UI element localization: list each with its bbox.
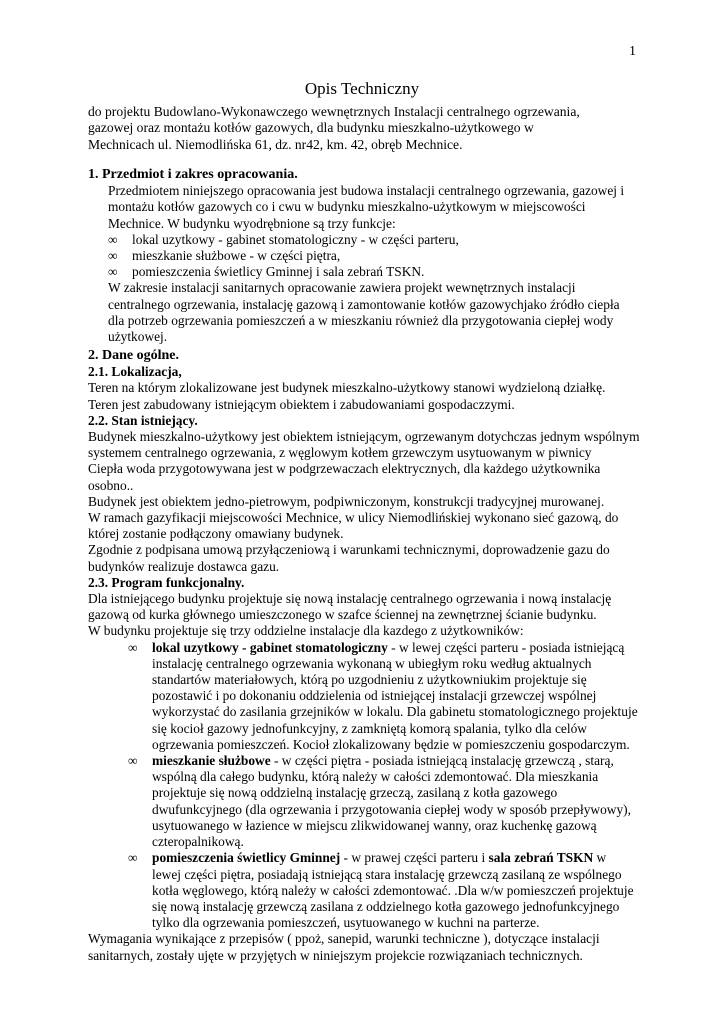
section-2 bbox=[88, 348, 648, 964]
list-item bbox=[88, 753, 648, 850]
functional-program-list bbox=[88, 640, 648, 932]
paragraph-line: gazową od kurka głównego umieszczonego w szafce ściennej na zewnętrznej ścianie budynku. bbox=[88, 607, 597, 623]
list-item-text: lokal uzytkowy - gabinet stomatologiczny - w części parteru, bbox=[132, 231, 459, 247]
paragraph-line: dla potrzeb ogrzewania pomieszczeń a w mieszkaniu również dla przygotowania ciepłej wody bbox=[108, 312, 614, 328]
subtitle-line: Mechnicach ul. Niemodlińska 61, dz. nr42, km. 42, obręb Mechnice. bbox=[88, 136, 463, 152]
paragraph-line: Przedmiotem niniejszego opracowania jest budowa instalacji centralnego ogrzewania, gazowej i bbox=[108, 183, 625, 199]
list-item-text bbox=[152, 850, 634, 931]
paragraph-line: usytuowanego w łazience w miejscu zlikwidowanej wanny, oraz kuchenkę gazową bbox=[152, 817, 597, 833]
paragraph-line: lewej części piętra, posiadają istniejącą stara instalację grzewczą zasilaną ze wspólnego bbox=[152, 866, 622, 882]
paragraph-line: Zgodnie z podpisana umową przyłączeniową i warunkami technicznymi, doprowadzenie gazu do bbox=[88, 542, 610, 558]
paragraph-line: montażu kotłów gazowych co i cwu w budynku mieszkalno-użytkowym w miejscowości bbox=[108, 199, 586, 215]
paragraph-line: Mechnice. W budynku wyodrębnione są trzy funkcje: bbox=[108, 215, 396, 231]
page-number: 1 bbox=[629, 44, 636, 59]
paragraph-line: kotła węglowego, którą należy w całości zdemontować. .Dla w/w pomieszczeń projektuje bbox=[152, 882, 634, 898]
paragraph-line: Budynek jest obiektem jedno-pietrowym, podpiwniczonym, konstrukcji tradycyjnej murowanej. bbox=[88, 493, 605, 509]
paragraph-line: instalację centralnego ogrzewania wykonaną w ubiegłym roku według aktualnych bbox=[152, 655, 592, 671]
document-subtitle bbox=[88, 104, 648, 153]
list-item-text: mieszkanie służbowe - w części piętra, bbox=[132, 248, 341, 264]
bullet-symbol: ∞ bbox=[108, 231, 118, 247]
list-item bbox=[88, 850, 648, 931]
paragraph-line: W zakresie instalacji sanitarnych opracowanie zawiera projekt wewnętrznych instalacji bbox=[108, 280, 576, 296]
paragraph-line: pozostawić i po dokonaniu oddzielenia od istniejącej instalacji grzewczej wspólnej bbox=[152, 688, 597, 704]
bullet-symbol: ∞ bbox=[108, 264, 118, 280]
paragraph-line: wspólną dla całego budynku, którą należy w całości zdemontować. Dla mieszkania bbox=[152, 769, 599, 785]
paragraph-line: której zostanie podłączony omawiany budynek. bbox=[88, 526, 344, 542]
list-item-text bbox=[152, 640, 638, 753]
list-item-bold-label: mieszkanie służbowe bbox=[152, 753, 271, 769]
list-item-text-rest: w bbox=[593, 850, 607, 866]
paragraph-line: sanitarnych, zostały ujęte w przyjętych w niniejszym projekcie rozwiązaniach technicznych. bbox=[88, 947, 583, 963]
paragraph-line: Ciepła woda przygotowywana jest w podgrzewaczach elektrycznych, dla każdego użytkownika bbox=[88, 461, 601, 477]
section-1-intro bbox=[88, 183, 648, 232]
paragraph-line: standartów materiałowych, którą po uzgodnieniu z użytkowniukim projektuje się bbox=[152, 672, 587, 688]
paragraph-line: Dla istniejącego budynku projektuje się nową instalację centralnego ogrzewania i nową instalację bbox=[88, 591, 612, 607]
paragraph-line: osobno.. bbox=[88, 477, 134, 493]
list-item bbox=[88, 640, 648, 753]
list-item-bold-label: sala zebrań TSKN bbox=[488, 850, 594, 866]
paragraph-line: budynków realizuje dostawca gazu. bbox=[88, 558, 280, 574]
bullet-symbol: ∞ bbox=[128, 850, 138, 866]
paragraph-line: W ramach gazyfikacji miejscowości Mechnice, w ulicy Niemodlińskiej wykonano sieć gazową, do bbox=[88, 510, 619, 526]
paragraph-line: projektuje się nową oddzielną instalację grzeczą, zasilaną z kotła gazowego bbox=[152, 785, 558, 801]
bullet-symbol: ∞ bbox=[128, 639, 138, 655]
paragraph-line: dwufunkcyjnego (dla ogrzewania i przygotowania ciepłej wody w sposób przepływowy), bbox=[152, 801, 631, 817]
list-item-text-rest: - w prawej części parteru i bbox=[340, 850, 489, 866]
document-title: Opis Techniczny bbox=[304, 79, 420, 98]
list-item-text: pomieszczenia świetlicy Gminnej i sala zebrań TSKN. bbox=[132, 264, 425, 280]
subsection-heading: 2.1. Lokalizacja, bbox=[88, 364, 182, 380]
paragraph-line: Teren na którym zlokalizowane jest budynek mieszkalno-użytkowy stanowi wydzieloną działkę. bbox=[88, 380, 606, 396]
subsection-heading: 2.3. Program funkcjonalny. bbox=[88, 574, 245, 590]
paragraph-line: się nową instalację grzewczą zasilana z oddzielnego kotła gazowego jednofunkcyjnego bbox=[152, 898, 620, 914]
paragraph-line: W budynku projektuje się trzy oddzielne instalacje dla kazdego z użytkowników: bbox=[88, 623, 524, 639]
subsection-heading: 2.2. Stan istniejący. bbox=[88, 412, 198, 428]
paragraph-line: tylko dla ogrzewania pomieszczeń, usytuowanego w kuchni na parterze. bbox=[152, 915, 540, 931]
paragraph-line: Teren jest zabudowany istniejącym obiektem i zabudowaniami gospodaczzymi. bbox=[88, 396, 515, 412]
section-1-scope bbox=[88, 280, 648, 345]
list-item-text bbox=[152, 753, 631, 850]
list-item bbox=[88, 248, 648, 264]
paragraph-line: czteropalnikową. bbox=[152, 834, 244, 850]
paragraph-line: systemem centralnego ogrzewania, z węglowym kotłem grzewczym usytuowanym w piwnicy bbox=[88, 445, 592, 461]
paragraph-line: Budynek mieszkalno-użytkowy jest obiektem istniejącym, ogrzewanym dotychczas jednym wspólnym bbox=[88, 429, 640, 445]
paragraph-line: użytkowej. bbox=[108, 329, 168, 345]
section-heading: 1. Przedmiot i zakres opracowania. bbox=[88, 167, 298, 182]
subtitle-line: do projektu Budowlano-Wykonawczego wewnętrznych Instalacji centralnego ogrzewania, bbox=[88, 104, 580, 119]
paragraph-line: wykorzystać do zasilania grzejników w lokalu. Dla gabinetu stomatologicznego projektuje bbox=[152, 704, 638, 720]
paragraph-line: ogrzewania pomieszczeń. Kocioł zlokalizowany będzie w pomieszczeniu gospodarczym. bbox=[152, 736, 630, 752]
list-item-bold-label: lokal uzytkowy - gabinet stomatologiczny bbox=[152, 639, 388, 655]
bullet-symbol: ∞ bbox=[128, 753, 138, 769]
section-heading: 2. Dane ogólne. bbox=[88, 348, 179, 363]
paragraph-line: się kocioł gazowy jednofunkcyjny, z zamkniętą komorą spalania, tylko dla celów bbox=[152, 720, 587, 736]
paragraph-line: centralnego ogrzewania, instalację gazową i zamontowanie kotłów gazowychjako źródło ciepła bbox=[108, 296, 620, 312]
paragraph-line: Wymagania wynikające z przepisów ( ppoż, sanepid, warunki techniczne ), dotyczące instalacji bbox=[88, 931, 600, 947]
list-item bbox=[88, 264, 648, 280]
list-item-text-rest: - w części piętra - posiada istniejącą instalację grzewczą , starą, bbox=[270, 753, 614, 769]
subtitle-line: gazowej oraz montażu kotłów gazowych, dla budynku mieszkalno-użytkowego w bbox=[88, 120, 534, 136]
section-1 bbox=[88, 167, 648, 345]
bullet-symbol: ∞ bbox=[108, 248, 118, 264]
list-item-text-rest: - w lewej części parteru - posiada istniejącą bbox=[387, 639, 625, 655]
list-item-bold-label: pomieszczenia świetlicy Gminnej bbox=[152, 850, 341, 866]
list-item bbox=[88, 232, 648, 248]
